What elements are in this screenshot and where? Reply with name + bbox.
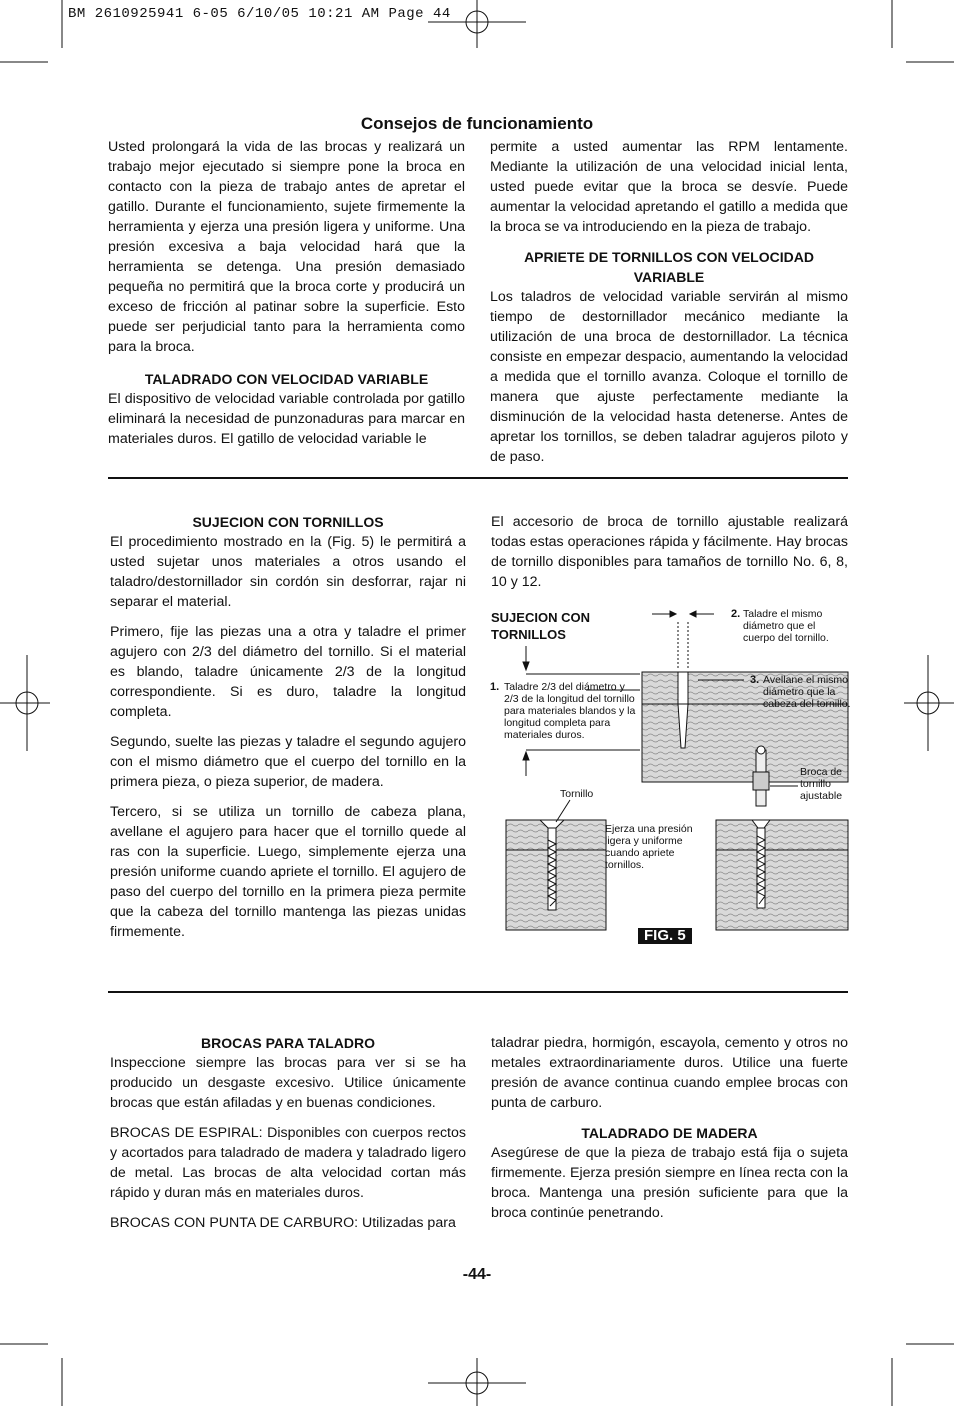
section2-right-column: [491, 512, 848, 602]
figure-heading: SUJECION CON TORNILLOS: [491, 610, 590, 642]
paragraph: El procedimiento mostrado en la (Fig. 5) le permitirá a usted sujetar unos materiales a otros usando el taladro/destornillador sin cordón sin desforrar, rajar ni separar el material.: [110, 534, 466, 610]
section-heading: TALADRADO CON VELOCIDAD VARIABLE: [144, 371, 429, 387]
paragraph: taladrar piedra, hormigón, escayola, cemento y otros no metales extraordinariamente duros. Utilice una fuerte presión de avance continua cuando emplee brocas con punta de carburo.: [491, 1035, 848, 1111]
paragraph: Segundo, suelte las piezas y taladre el segundo agujero con el mismo diámetro que el cuerpo del tornillo en la primera pieza, o pieza superior, de madera.: [110, 734, 466, 790]
figure-badge: FIG. 5: [638, 928, 692, 944]
section-heading: SUJECION CON TORNILLOS: [192, 514, 384, 530]
section3-left-column: [110, 1033, 466, 1243]
section-divider: [108, 991, 848, 993]
page-number: -44-: [462, 1266, 492, 1283]
paragraph: Primero, fije las piezas una a otra y taladre el primer agujero con 2/3 del diámetro del tornillo. Si el material es blando, taladre únicamente 2/3 de la longitud correspondiente. Si es duro, taladre la longitud completa.: [110, 624, 466, 720]
section-heading: APRIETE DE TORNILLOS CON VELOCIDAD VARIABLE: [524, 249, 814, 285]
paragraph: Tercero, si se utiliza un tornillo de cabeza plana, avellane el agujero para hacer que el tornillo quede al ras con la superficie. Luego, simplemente ejerza una presión uniforme cuando apriete el tornillo. El agujero de paso del cuerpo del tornillo en la primera pieza permite que la cabeza del tornillo mantenga las piezas unidas firmemente.: [110, 804, 466, 940]
paragraph: Usted prolongará la vida de las brocas y realizará un trabajo mejor ejecutado si siempre pone la broca en contacto con la pieza de trabajo antes de apretar el gatillo. Durante el funcionamiento, sujete firmemente la herramienta y ejerza una presión ligera y uniforme. Una presión excesiva a baja velocidad hará que la herramienta se detenga. Una presión demasiado pequeña no permitirá que la broca corte y producirá un exceso de fricción al patinar sobre la superficie. Esto puede ser perjudicial tanto para la herramienta como para la broca.: [108, 139, 465, 355]
print-slug: BM 2610925941 6-05 6/10/05 10:21 AM Page 44: [68, 6, 451, 22]
section-divider: [108, 477, 848, 479]
section3-right-column: [491, 1033, 848, 1233]
paragraph: El accesorio de broca de tornillo ajustable realizará todas estas operaciones rápida y fácilmente. Hay brocas de tornillo disponibles para tamaños de tornillo No. 6, 8, 10 y 12.: [491, 514, 848, 590]
paragraph: BROCAS CON PUNTA DE CARBURO: Utilizadas para: [110, 1215, 456, 1231]
section1-left-column: [108, 137, 465, 459]
label-tornillo: Tornillo: [560, 788, 594, 800]
label-broca-ajustable: Broca de tornillo ajustable: [800, 766, 843, 802]
section1-right-column: [490, 137, 848, 477]
page-title: Consejos de funcionamiento: [360, 114, 594, 133]
label-ejerza-presion: Ejerza una presión ligera y uniforme cuando apriete tornillos.: [605, 823, 693, 871]
section-heading: TALADRADO DE MADERA: [581, 1125, 758, 1141]
paragraph: Asegúrese de que la pieza de trabajo está fija o sujeta firmemente. Ejerza presión siempre en línea recta con la broca. Mantenga una presión suficiente para que la broca continúe penetrando.: [491, 1145, 848, 1221]
figure-5: SUJECION CON TORNILLOS 1. Taladre 2/3 del diámetro y 2/3 de la longitud del tornillo para materiales blandos y la longitud completa para materiales duros. 2. Taladre el mismo diámetro que el cuerpo del tornillo. 3. Avellane el mismo diámetro que la cabeza del tornillo. Tornillo Broca de tornillo ajustable Ejerza una presión ligera y uniforme cuando apriete tornillos. FIG. 5: [488, 600, 858, 960]
paragraph: BROCAS DE ESPIRAL: Disponibles con cuerpos rectos y acortados para taladrado de madera y taladrado ligero de metal. Las brocas de alta velocidad cortan más rápido y duran más en materiales duros.: [110, 1125, 466, 1201]
paragraph: Inspeccione siempre las brocas para ver si se ha producido un desgaste excesivo. Utilice únicamente brocas que están afiladas y en buenas condiciones.: [110, 1055, 466, 1111]
paragraph: permite a usted aumentar las RPM lentamente. Mediante la utilización de una velocidad inicial lenta, usted puede evitar que la broca se desvíe. Puede aumentar la velocidad apretando el gatillo a medida que la broca se va introduciendo en la pieza de trabajo.: [490, 139, 848, 235]
section-heading: BROCAS PARA TALADRO: [201, 1035, 375, 1051]
section2-left-column: [110, 512, 466, 952]
paragraph: El dispositivo de velocidad variable controlada por gatillo eliminará la necesidad de punzonaduras para marcar en materiales duros. El gatillo de velocidad variable le: [108, 391, 465, 447]
paragraph: Los taladros de velocidad variable servirán al mismo tiempo de destornillador mecánico mediante la utilización de una broca de destornillador. La técnica consiste en empezar despacio, aumentando la velocidad a medida que el tornillo avanza. Coloque el tornillo de manera que ajuste perfectamente mediante la disminución de la velocidad hasta detenerse. Antes de apretar los tornillos, se deben taladrar agujeros piloto y de paso.: [490, 289, 848, 465]
